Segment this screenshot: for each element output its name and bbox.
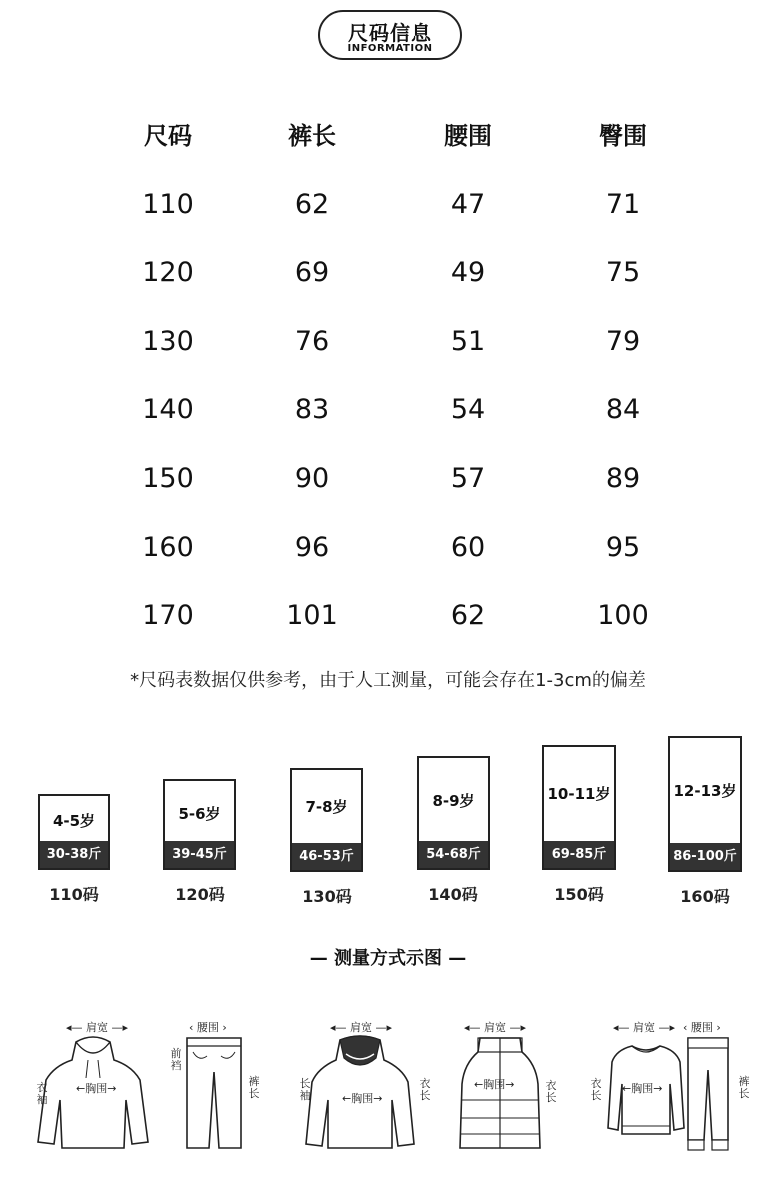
disclaimer-note: *尺码表数据仅供参考，由于人工测量，可能会存在1-3cm的偏差	[130, 670, 646, 691]
size-chip	[38, 794, 110, 870]
body-length-label: 衣长	[590, 1077, 602, 1102]
table-cell: 100	[597, 600, 649, 632]
waist-label: ‹ 腰围 ›	[683, 1021, 721, 1034]
chip-size-label: 160码	[680, 887, 730, 906]
measure-section-title: — 测量方式示图 —	[309, 948, 467, 969]
sleeve-label: 长袖	[299, 1077, 311, 1102]
table-cell: 75	[605, 257, 641, 289]
table-cell: 96	[294, 531, 330, 563]
chip-size-label: 130码	[302, 887, 352, 906]
table-cell: 79	[605, 325, 641, 357]
section-badge	[318, 10, 462, 60]
table-cell: 60	[450, 531, 486, 563]
chip-size-label: 150码	[554, 885, 604, 904]
size-chip	[163, 779, 236, 870]
table-cell: 95	[605, 531, 641, 563]
table-row	[0, 241, 776, 310]
table-header	[0, 104, 776, 173]
table-cell: 69	[294, 257, 330, 289]
chest-label: ←胸围→	[76, 1082, 117, 1095]
size-chip	[290, 768, 363, 872]
table-cell: 130	[142, 325, 194, 357]
table-row	[0, 173, 776, 242]
table-cell: 76	[294, 325, 330, 357]
table-cell: 57	[450, 462, 486, 494]
pants-icon	[185, 1036, 243, 1154]
chip-weight: 46-53斤	[292, 843, 361, 870]
table-cell: 110	[142, 188, 194, 220]
column-header: 臀围	[599, 122, 647, 150]
size-chip	[668, 736, 742, 872]
table-row	[0, 378, 776, 447]
waist-label: ‹ 腰围 ›	[189, 1021, 227, 1034]
table-row	[0, 584, 776, 653]
badge-subtitle: INFORMATION	[347, 43, 433, 54]
shoulder-label: ◂— 肩宽 —▸	[330, 1021, 393, 1034]
chip-weight: 86-100斤	[670, 843, 740, 870]
table-cell: 47	[450, 188, 486, 220]
table-cell: 90	[294, 462, 330, 494]
body-length-label: 衣长	[419, 1077, 431, 1102]
chest-label: ←胸围→	[474, 1078, 515, 1091]
table-row	[0, 516, 776, 585]
shoulder-label: ◂— 肩宽 —▸	[66, 1021, 129, 1034]
column-header: 腰围	[444, 122, 492, 150]
chip-size-label: 110码	[49, 885, 99, 904]
pants-length-label: 裤长	[738, 1075, 750, 1100]
chip-age: 7-8岁	[305, 798, 348, 816]
table-cell: 120	[142, 257, 194, 289]
table-cell: 101	[286, 600, 338, 632]
table-cell: 89	[605, 462, 641, 494]
chip-weight: 39-45斤	[165, 841, 234, 868]
pants-length-label: 裤长	[248, 1075, 260, 1100]
column-header: 尺码	[144, 122, 192, 150]
table-cell: 170	[142, 600, 194, 632]
table-cell: 54	[450, 394, 486, 426]
chest-label: ←胸围→	[342, 1092, 383, 1105]
chip-size-label: 120码	[175, 885, 225, 904]
table-cell: 160	[142, 531, 194, 563]
table-cell: 71	[605, 188, 641, 220]
table-cell: 84	[605, 394, 641, 426]
crotch-label: 前裆	[170, 1047, 182, 1072]
chip-size-label: 140码	[428, 885, 478, 904]
chest-label: ←胸围→	[622, 1082, 663, 1095]
chip-weight: 69-85斤	[544, 841, 614, 868]
vest-icon	[458, 1036, 542, 1154]
table-cell: 49	[450, 257, 486, 289]
chip-weight: 54-68斤	[419, 841, 488, 868]
shoulder-label: ◂— 肩宽 —▸	[464, 1021, 527, 1034]
shoulder-label: ◂— 肩宽 —▸	[613, 1021, 676, 1034]
table-cell: 150	[142, 462, 194, 494]
table-row	[0, 447, 776, 516]
table-cell: 62	[450, 600, 486, 632]
table-cell: 62	[294, 188, 330, 220]
chip-age: 4-5岁	[52, 812, 96, 830]
sleeve-label: 衣袖	[36, 1081, 48, 1106]
badge-title: 尺码信息	[348, 21, 432, 45]
chip-age: 8-9岁	[432, 792, 475, 810]
column-header: 裤长	[288, 122, 336, 150]
chip-weight: 30-38斤	[40, 841, 108, 868]
size-table	[0, 104, 776, 653]
jogger-icon	[686, 1036, 730, 1154]
table-row	[0, 310, 776, 379]
size-chip	[417, 756, 490, 870]
chip-age: 12-13岁	[673, 782, 737, 800]
table-cell: 83	[294, 394, 330, 426]
size-chip	[542, 745, 616, 870]
table-cell: 51	[450, 325, 486, 357]
chip-age: 5-6岁	[178, 805, 221, 823]
body-length-label: 衣长	[545, 1079, 557, 1104]
table-cell: 140	[142, 394, 194, 426]
chip-age: 10-11岁	[547, 785, 611, 803]
